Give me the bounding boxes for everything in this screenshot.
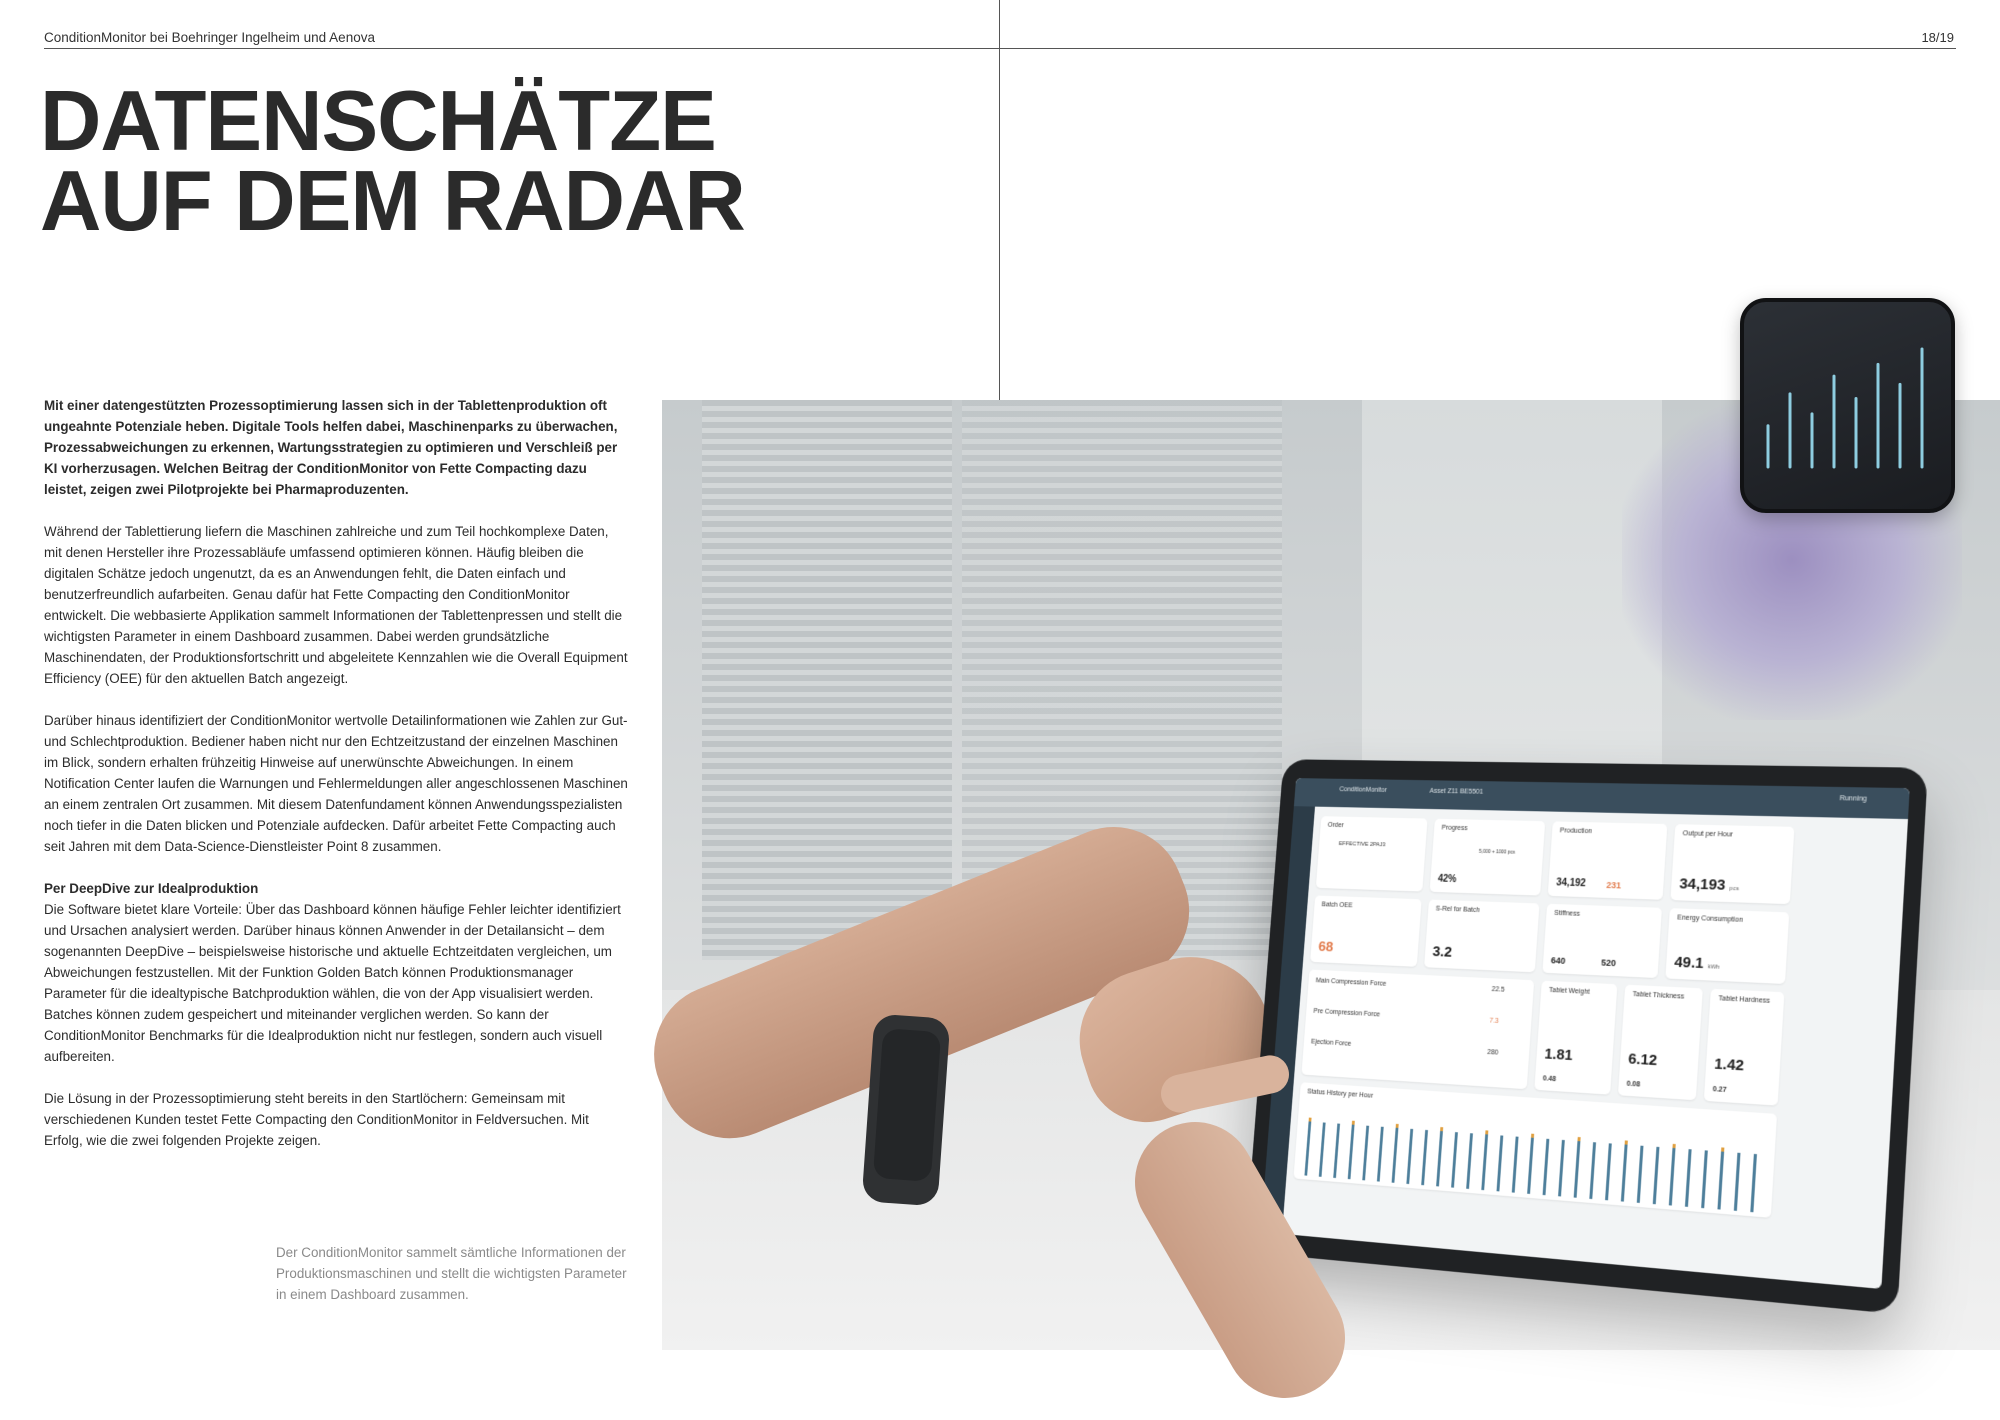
page-number: 18/19 <box>1921 30 1954 45</box>
status-history-bar <box>1558 1140 1565 1197</box>
card-title: Production <box>1559 827 1593 836</box>
output-unit: pcs <box>1729 885 1740 893</box>
card-tablet-weight[interactable] <box>1534 981 1617 1095</box>
card-title: Order <box>1327 821 1344 829</box>
stiffness-upper: 520 <box>1600 957 1617 969</box>
status-history-warning <box>1672 1144 1675 1148</box>
machine-status: Running <box>1839 795 1868 803</box>
card-title: Tablet Thickness <box>1632 991 1685 1001</box>
weight-value: 1.81 <box>1543 1045 1574 1065</box>
status-history-warning <box>1485 1130 1488 1134</box>
ejection-title: Ejection Force <box>1310 1038 1352 1048</box>
status-history-bar <box>1621 1144 1628 1201</box>
status-history-bar <box>1669 1148 1676 1206</box>
energy-unit: kWh <box>1707 964 1720 971</box>
headline-line-2: AUF DEM RADAR <box>40 154 745 249</box>
status-history-bar <box>1348 1125 1355 1180</box>
hardness-rsd: 0.27 <box>1712 1086 1727 1095</box>
page-gutter <box>999 0 1000 403</box>
asset-selector[interactable]: Asset Z11 BE5501 <box>1429 787 1484 796</box>
output-number: 34,193 <box>1678 875 1726 894</box>
status-history-warning <box>1396 1124 1399 1128</box>
status-history-bar <box>1653 1147 1660 1204</box>
status-history-bar <box>1377 1127 1384 1182</box>
pre-force-title: Pre Compression Force <box>1313 1007 1381 1019</box>
status-history-bar <box>1589 1142 1596 1199</box>
energy-number: 49.1 <box>1673 953 1705 973</box>
app-name[interactable]: ConditionMonitor <box>1339 786 1388 794</box>
status-history-bar <box>1406 1129 1413 1184</box>
status-history-warning <box>1625 1140 1628 1144</box>
status-history-bar <box>1304 1121 1311 1175</box>
lead-paragraph: Mit einer datengestützten Prozessoptimierung lassen sich in der Tablettenproduktion oft ungeahnte Potenziale heben. Digitale Tools helfen dabei, Maschinenparks zu überwachen, Prozessabweichungen zu erkennen, Wartungsstrategien zu optimieren und Verschleiß per KI vorherzusagen. Welchen Beitrag der ConditionMonitor von Fette Compacting dazu leistet, zeigen zwei Pilotprojekte bei Pharmaproduzenten. <box>44 398 618 497</box>
status-history-bar <box>1333 1123 1340 1178</box>
status-history-bar <box>1701 1150 1708 1208</box>
header-rule-left <box>44 48 1000 49</box>
status-history-bar <box>1734 1153 1741 1211</box>
article-body <box>44 395 629 1172</box>
status-history-warning <box>1440 1127 1443 1131</box>
window-blinds-left <box>702 400 952 960</box>
card-title: S-Rel for Batch <box>1435 905 1481 915</box>
card-progress[interactable] <box>1430 819 1546 896</box>
card-title: Progress <box>1441 824 1468 833</box>
status-history-bar <box>1497 1135 1504 1191</box>
s-rel-value: 3.2 <box>1432 943 1453 961</box>
card-production[interactable] <box>1548 821 1668 899</box>
status-history-bar <box>1481 1134 1488 1190</box>
status-history-bar <box>1451 1132 1458 1188</box>
card-tablet-thickness[interactable] <box>1618 985 1703 1101</box>
subheading: Per DeepDive zur Idealproduktion <box>44 881 259 896</box>
card-title: Tablet Weight <box>1548 986 1590 996</box>
status-history-bar <box>1750 1154 1757 1212</box>
production-bad: 231 <box>1606 880 1622 891</box>
status-history-bar <box>1637 1146 1644 1203</box>
status-history-bar <box>1319 1122 1326 1176</box>
body-paragraph-2: Darüber hinaus identifiziert der ConditionMonitor wertvolle Detailinformationen wie Zahlen zur Gut- und Schlechtproduktion. Bediener haben nicht nur den Echtzeitzustand der einzelnen Maschinen im Blick, sondern erhalten frühzeitig Hinweise auf unerwünschte Abweichungen. In einem Notification Center laufen die Warnungen und Fehlermeldungen aller angeschlossenen Maschinen an einem zentralen Ort zusammen. Mit diesem Datenfundament können Anwendungsspezialisten noch tiefer in die Daten blicken und Potenziale aufdecken. Dafür arbeitet Fette Compacting auch seit Jahren mit dem Data-Science-Dienstleister Point 8 zusammen. <box>44 713 628 854</box>
output-value <box>1679 875 1740 894</box>
status-history-bar <box>1512 1137 1519 1193</box>
photo-caption: Der ConditionMonitor sammelt sämtliche Informationen der Produktionsmaschinen und stellt die wichtigsten Parameter in einem Dashboard zusammen. <box>276 1245 627 1302</box>
body-paragraph-1: Während der Tablettierung liefern die Maschinen zahlreiche und zum Teil hochkomplexe Daten, mit denen Hersteller ihre Prozessabläufe umfassend optimieren können. Häufig bleiben die digitalen Schätze jedoch ungenutzt, da es an Anwendungen fehlt, die Daten einfach und benutzerfreundlich aufarbeiten. Genau dafür hat Fette Compacting den ConditionMonitor entwickelt. Die webbasierte Applikation sammelt Informationen der Tablettenpressen und stellt die wichtigsten Parameter in einem Dashboard zusammen. Dabei werden grundsätzliche Maschinendaten, der Produktionsfortschritt und abgeleitete Kennzahlen wie die Overall Equipment Efficiency (OEE) für den aktuellen Batch angezeigt. <box>44 524 628 686</box>
status-history-bar <box>1392 1128 1399 1183</box>
status-history-bar <box>1527 1138 1534 1194</box>
status-history-bar <box>1436 1131 1443 1186</box>
status-history-warning <box>1577 1137 1580 1141</box>
status-history-warning <box>1352 1121 1355 1125</box>
pre-force-value: 7.3 <box>1489 1017 1499 1025</box>
card-title: Status History per Hour <box>1307 1088 1374 1100</box>
dashboard-app-bar <box>1294 778 1910 819</box>
status-history-warning <box>1721 1147 1724 1151</box>
card-batch-oee[interactable] <box>1310 895 1422 966</box>
production-good: 34,192 <box>1555 877 1587 890</box>
body-paragraph-3-block <box>44 878 629 1067</box>
status-history-bar <box>1574 1141 1581 1198</box>
bar-chart-icon <box>1744 302 1951 509</box>
card-output-per-hour[interactable] <box>1670 824 1794 904</box>
status-history-warning <box>1309 1118 1312 1122</box>
card-stiffness[interactable] <box>1542 904 1662 978</box>
weight-rsd: 0.48 <box>1542 1075 1557 1084</box>
status-history-bar <box>1362 1126 1369 1181</box>
card-status-history[interactable] <box>1293 1082 1777 1218</box>
headline-line-1: DATENSCHÄTZE <box>40 74 716 169</box>
conditionmonitor-app-icon <box>1740 298 1955 513</box>
card-order[interactable] <box>1316 816 1428 891</box>
card-title: Energy Consumption <box>1677 914 1744 924</box>
card-energy[interactable] <box>1665 908 1789 984</box>
status-history-bar <box>1466 1133 1473 1189</box>
headline <box>40 74 745 249</box>
main-force-value: 22.5 <box>1491 986 1505 994</box>
card-title: Output per Hour <box>1682 830 1734 839</box>
progress-detail: 5,000 + 1000 pcs <box>1478 848 1516 856</box>
status-history-bar <box>1543 1139 1550 1195</box>
status-history-bar <box>1685 1149 1692 1207</box>
thickness-value: 6.12 <box>1627 1050 1658 1070</box>
status-history-bar <box>1421 1130 1428 1185</box>
thickness-rsd: 0.08 <box>1626 1080 1641 1089</box>
card-title: Stiffness <box>1553 909 1581 918</box>
stiffness-lower: 640 <box>1550 955 1566 966</box>
oee-value: 68 <box>1317 938 1334 956</box>
smartwatch <box>873 1028 941 1182</box>
body-paragraph-3: Die Software bietet klare Vorteile: Über das Dashboard können häufige Fehler leichter identifiziert und Ursachen analysiert werden. Darüber hinaus können Anwender in der Detailansicht – dem sogenannten DeepDive – beispielsweise historische und aktuelle Echtzeitdaten vergleichen, um Abweichungen festzustellen. Mit der Funktion Golden Batch können Produktionsmanager Parameter für die idealtypische Batchproduktion wählen, die von der App visualisiert werden. Batches können zudem gespeichert und miteinander verglichen werden. So kann der ConditionMonitor Benchmarks für die Idealproduktion nicht nur festlegen, sondern auch visuell aufbereiten. <box>44 902 621 1064</box>
card-forces[interactable] <box>1301 969 1534 1089</box>
order-value: EFFECTIVE 2PAJ3 <box>1338 841 1386 849</box>
status-history-bar <box>1717 1152 1724 1210</box>
status-history-bar <box>1605 1143 1612 1200</box>
dashboard-screen <box>1261 778 1910 1289</box>
main-force-title: Main Compression Force <box>1315 977 1387 988</box>
dashboard-cards <box>1290 816 1886 1276</box>
hardness-value: 1.42 <box>1713 1055 1745 1075</box>
card-title: Tablet Hardness <box>1718 995 1771 1005</box>
running-head: ConditionMonitor bei Boehringer Ingelheim und Aenova <box>44 30 375 45</box>
body-paragraph-4: Die Lösung in der Prozessoptimierung steht bereits in den Startlöchern: Gemeinsam mit verschiedenen Kunden testet Fette Compacting den ConditionMonitor in Feldversuchen. Mit Erfolg, wie die zwei folgenden Projekte zeigen. <box>44 1091 589 1148</box>
card-s-rel[interactable] <box>1424 900 1539 973</box>
tablet <box>1245 759 1928 1314</box>
energy-value <box>1674 954 1721 973</box>
card-tablet-hardness[interactable] <box>1704 989 1785 1106</box>
header-rule-right <box>1000 48 1956 49</box>
card-title: Batch OEE <box>1321 901 1353 910</box>
status-history-warning <box>1531 1134 1534 1138</box>
ejection-value: 280 <box>1486 1049 1499 1057</box>
progress-value: 42% <box>1437 873 1457 885</box>
